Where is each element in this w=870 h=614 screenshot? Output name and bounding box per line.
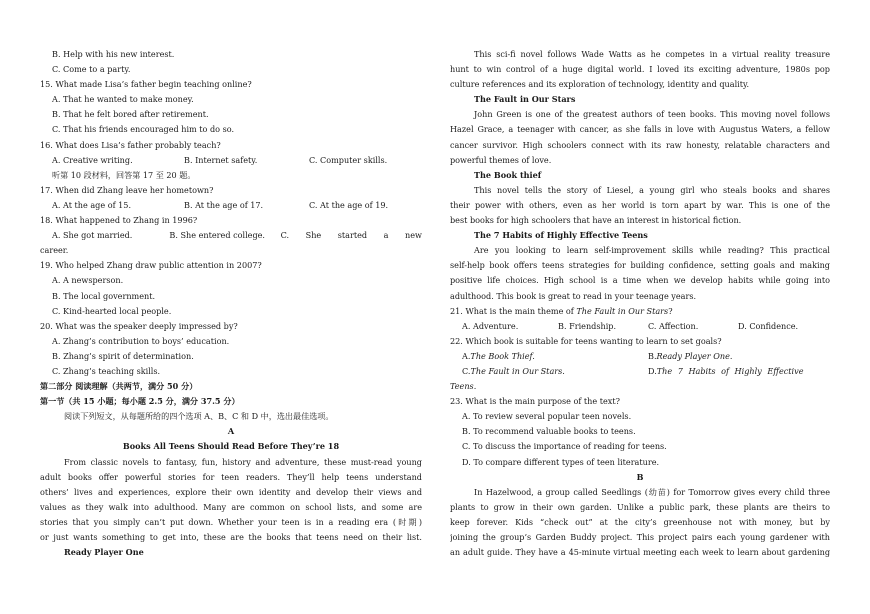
passage-line: adult books offer powerful stories for teen readers. They’ll help teens understand — [40, 471, 422, 482]
question-22: 22. Which book is suitable for teens wanting to learn to set goals? — [450, 335, 722, 346]
passage-a-title: Books All Teens Should Read Before They’re 18 — [122, 441, 340, 452]
options-22-ab — [450, 349, 830, 364]
passage-line: their power with others, even as her world is torn apart by war. This is one of the — [450, 199, 830, 210]
option-18c-cont: career. — [40, 245, 69, 256]
book-heading: The 7 Habits of Highly Effective Teens — [474, 230, 648, 241]
option-22b-letter: B. — [648, 350, 657, 361]
options-21 — [450, 319, 830, 334]
question-20: 20. What was the speaker deeply impressed by? — [40, 320, 238, 331]
option-21c: C. Affection. — [648, 320, 699, 331]
section-one-heading: 第一节（共 15 小题；每小题 2.5 分，满分 37.5 分） — [40, 396, 240, 407]
passage-line: This novel tells the story of Liesel, a young girl who steals books and shares — [474, 184, 830, 195]
passage-line: cancer survivor. High schoolers connect with its raw honesty, relatable characters and — [450, 139, 830, 150]
question-19: 19. Who helped Zhang draw public attention in 2007? — [40, 260, 262, 271]
option-16a: A. Creative writing. — [52, 154, 133, 165]
option-22d-cont — [450, 379, 830, 394]
passage-line: others’ lives and experiences, explore their own identity and develop their views and — [40, 486, 422, 497]
question-21-text: 21. What is the main theme of — [450, 305, 577, 316]
option-19a: A. A newsperson. — [52, 275, 124, 286]
option-18c: C. She started a new — [280, 230, 422, 241]
option-21d: D. Confidence. — [738, 320, 799, 331]
option-22a-letter: A. — [462, 350, 471, 361]
options-18 — [40, 228, 422, 243]
option-22a — [462, 349, 648, 364]
passage-line: best books for high schoolers that have an interest in historical fiction. — [450, 215, 742, 226]
passage-line: This sci-fi novel follows Wade Watts as he competes in a virtual reality treasure — [474, 49, 830, 59]
question-21-mark: ? — [668, 305, 673, 316]
passage-line: stories that you simply can’t put down. Whether your teen is in a reading era (时期) — [40, 516, 422, 527]
option-15c: C. That his friends encouraged him to do so. — [52, 124, 235, 135]
option-15a: A. That he wanted to make money. — [52, 94, 194, 105]
option-17b: B. At the age of 17. — [184, 199, 264, 210]
option-14c: C. Come to a party. — [52, 64, 131, 75]
option-17a: A. At the age of 15. — [52, 199, 132, 210]
question-17: 17. When did Zhang leave her hometown? — [40, 184, 214, 195]
option-18b: B. She entered college. — [169, 230, 265, 241]
option-22c-text: The Fault in Our Stars. — [470, 365, 565, 376]
option-23c: C. To discuss the importance of reading for teens. — [462, 441, 667, 452]
option-22c — [462, 364, 648, 379]
book-heading: The Fault in Our Stars — [474, 94, 576, 105]
options-17 — [40, 198, 422, 213]
option-16b: B. Internet safety. — [184, 154, 258, 165]
question-15: 15. What made Lisa’s father begin teaching online? — [40, 79, 252, 90]
option-17c: C. At the age of 19. — [309, 199, 389, 210]
reading-instruction: 阅读下列短文，从每题所给的四个选项 A、B、C 和 D 中，选出最佳选项。 — [64, 411, 334, 422]
option-23b: B. To recommend valuable books to teens. — [462, 426, 636, 437]
question-23: 23. What is the main purpose of the text? — [450, 396, 620, 407]
option-18a: A. She got married. — [52, 230, 133, 241]
passage-line: Hazel Grace, a teenager with cancer, as she falls in love with Augustus Waters, a fellow — [450, 124, 830, 135]
passage-line: self-help book offers teens strategies for building confidence, setting goals and making — [450, 260, 830, 271]
passage-line: an adult guide. They have a 45-minute virtual meeting each week to learn about gardening — [450, 547, 830, 558]
option-22b — [648, 349, 732, 364]
option-19b: B. The local government. — [52, 290, 156, 301]
passage-line: From classic novels to fantasy, fun, history and adventure, these must-read young — [64, 456, 422, 467]
option-22d — [648, 364, 804, 379]
question-21 — [450, 304, 830, 319]
passage-line: values as they walk into adulthood. Many are common on school lists, and some are — [40, 501, 422, 512]
question-16: 16. What does Lisa’s father probably teach? — [40, 139, 221, 150]
part-two-heading: 第二部分 阅读理解（共两节，满分 50 分） — [40, 381, 198, 392]
passage-line: joining the group’s Garden Buddy project. This project pairs each young gardener with — [450, 532, 830, 542]
option-15b: B. That he felt bored after retirement. — [52, 109, 209, 120]
passage-a-label: A — [227, 426, 235, 437]
passage-line: adulthood. This book is great to read in your teenage years. — [450, 290, 697, 301]
passage-line: Are you looking to learn self-improvement skills while reading? This practical — [474, 245, 830, 256]
option-21b: B. Friendship. — [558, 320, 617, 331]
option-22d-letter: D. — [648, 365, 657, 376]
option-20a: A. Zhang’s contribution to boys’ education. — [52, 335, 230, 346]
options-22-cd — [450, 364, 830, 379]
option-22c-letter: C. — [462, 365, 471, 376]
option-19c: C. Kind-hearted local people. — [52, 305, 172, 316]
passage-b-label: B — [636, 471, 644, 482]
option-23a: A. To review several popular teen novels. — [462, 411, 632, 422]
passage-line: positive life choices. High school is a time when we develop habits while going into — [450, 275, 830, 286]
option-23d: D. To compare different types of teen literature. — [462, 456, 660, 467]
book-heading: Ready Player One — [64, 547, 144, 558]
book-heading: The Book thief — [474, 169, 542, 180]
passage-line: In Hazelwood, a group called Seedlings (幼苗) for Tomorrow gives every child three — [474, 486, 830, 497]
question-21-book-title: The Fault in Our Stars — [576, 305, 669, 316]
option-22a-text: The Book Thief. — [470, 350, 535, 361]
option-21a: A. Adventure. — [462, 320, 519, 331]
option-22d-cont-text: Teens. — [450, 381, 477, 392]
passage-line: plants to grow in their own garden. Unlike a public park, these plants are theirs to — [450, 501, 830, 512]
passage-line: John Green is one of the greatest authors of teen books. This moving novel follows — [474, 109, 830, 120]
passage-line: culture references and its exploration of technology, identity and quality. — [450, 79, 750, 90]
option-20b: B. Zhang’s spirit of determination. — [52, 350, 194, 361]
right-column — [450, 47, 830, 560]
option-22d-text: The 7 Habits of Highly Effective — [656, 365, 804, 376]
listening-instruction: 听第 10 段材料，回答第 17 至 20 题。 — [52, 169, 196, 180]
question-18: 18. What happened to Zhang in 1996? — [40, 215, 198, 226]
option-20c: C. Zhang’s teaching skills. — [52, 365, 161, 376]
left-column — [40, 47, 422, 560]
passage-line: or just wants something to get into, these are the books that teens need on their list. — [40, 532, 422, 542]
option-22b-text: Ready Player One. — [656, 350, 733, 361]
passage-line: keep forever. Kids “check out” at the city’s greenhouse not with money, but by — [450, 516, 830, 527]
options-16 — [40, 153, 422, 168]
option-14b: B. Help with his new interest. — [52, 49, 175, 59]
option-16c: C. Computer skills. — [309, 154, 388, 165]
passage-line: hunt to win control of a huge digital world. I loved its exciting adventure, 1980s pop — [450, 64, 830, 75]
passage-line: powerful themes of love. — [450, 154, 552, 165]
